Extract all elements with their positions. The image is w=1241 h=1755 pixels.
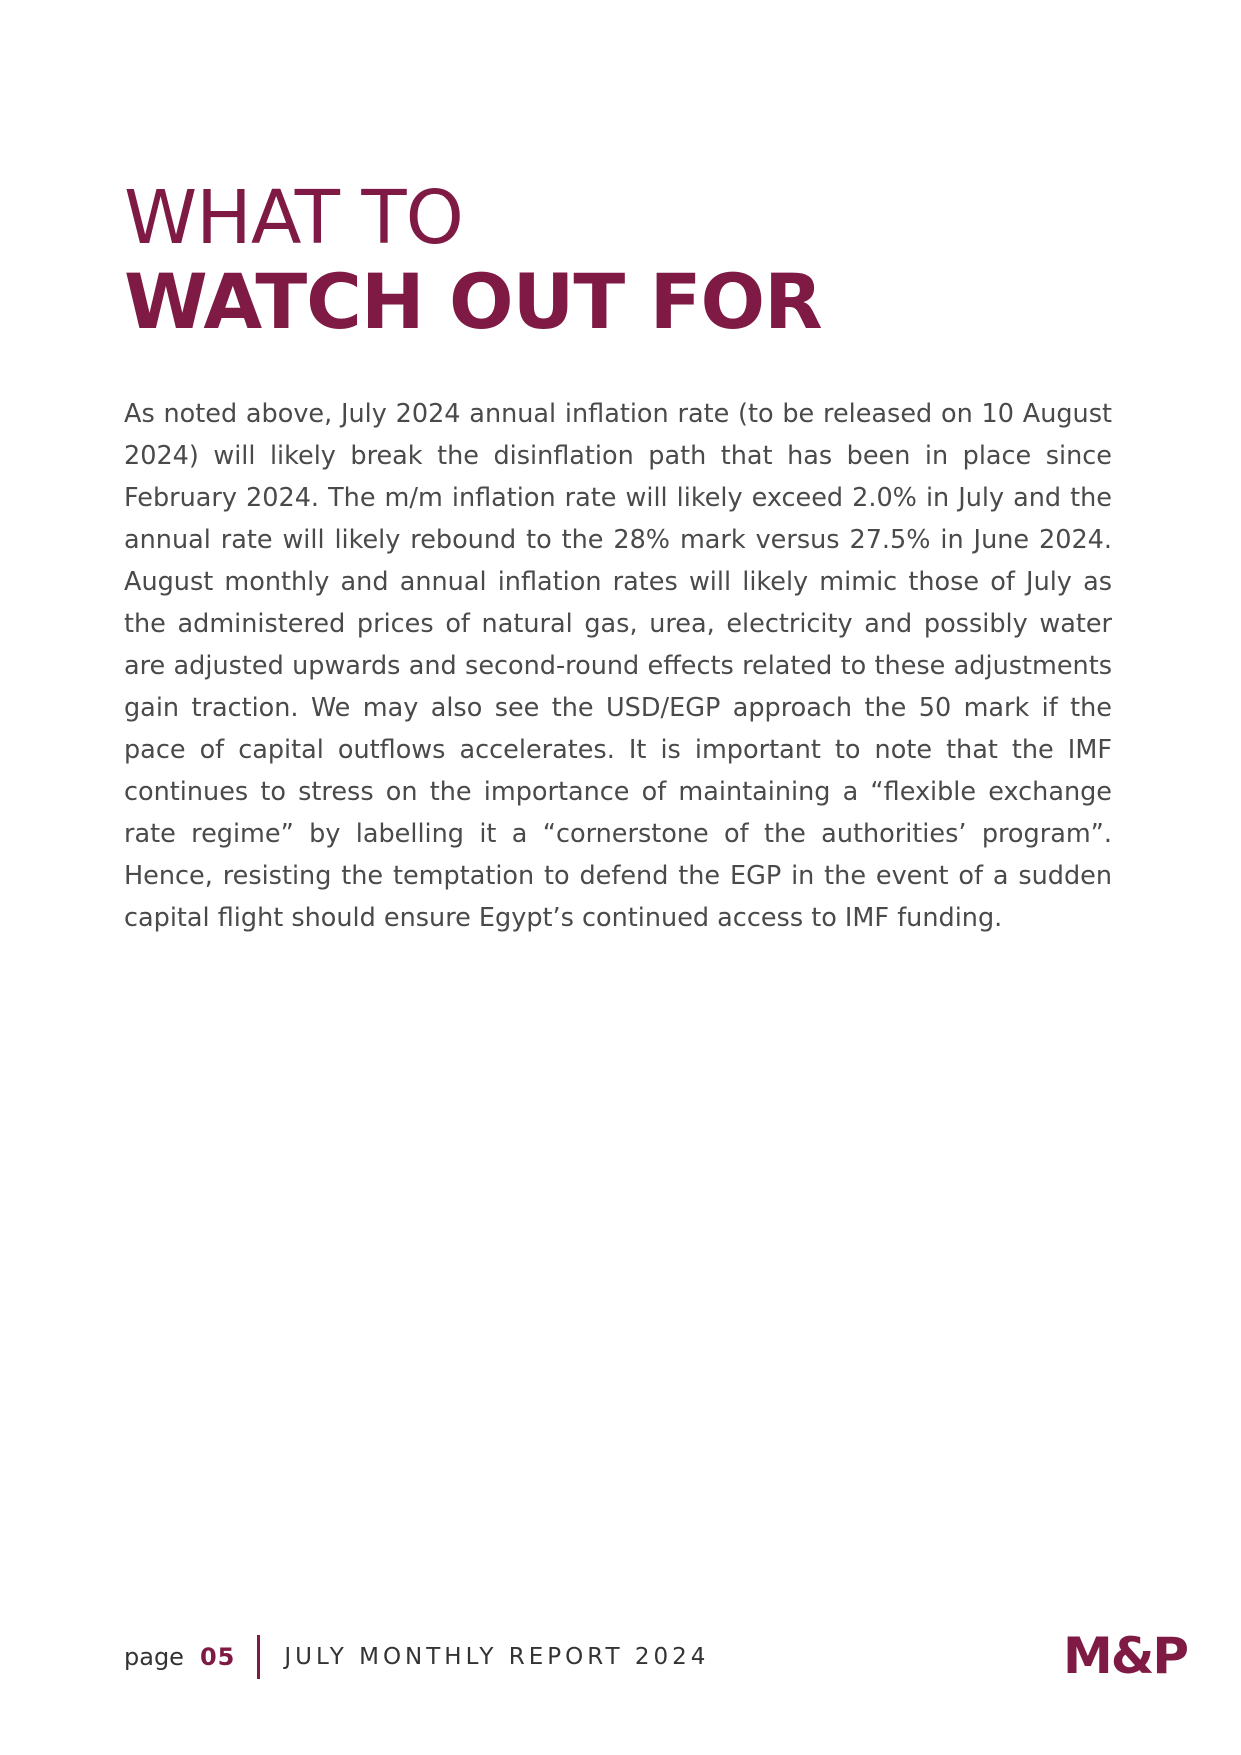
report-title: JULY MONTHLY REPORT 2024 <box>284 1644 710 1670</box>
body-paragraph: As noted above, July 2024 annual inflation rate (to be released on 10 August 2024) will likely break the disinflation path that has been in place since February 2024. The m/m inflation rate will likely exceed 2.0% in July and the annual rate will likely rebound to the 28% mark versus 27.5% in June 2024. August monthly and annual inflation rates will likely mimic those of July as the administered prices of natural gas, urea, electricity and possibly water are adjusted upwards and second-round effects related to these adjustments gain traction. We may also see the USD/EGP approach the 50 mark if the pace of capital outflows accelerates. It is important to note that the IMF continues to stress on the importance of maintaining a “flexible exchange rate regime” by labelling it a “cornerstone of the authorities’ program”. Hence, resisting the temptation to defend the EGP in the event of a sudden capital flight should ensure Egypt’s continued access to IMF funding. <box>124 399 1112 933</box>
page-label: page <box>124 1643 184 1671</box>
page-number: 05 <box>199 1643 236 1671</box>
footer-divider <box>257 1635 260 1679</box>
heading-line-2: WATCH OUT FOR <box>124 257 822 346</box>
page-footer <box>124 1634 709 1680</box>
section-heading <box>124 176 1124 344</box>
heading-line-1: WHAT TO <box>124 175 463 261</box>
company-logo: M&P <box>1062 1627 1187 1685</box>
